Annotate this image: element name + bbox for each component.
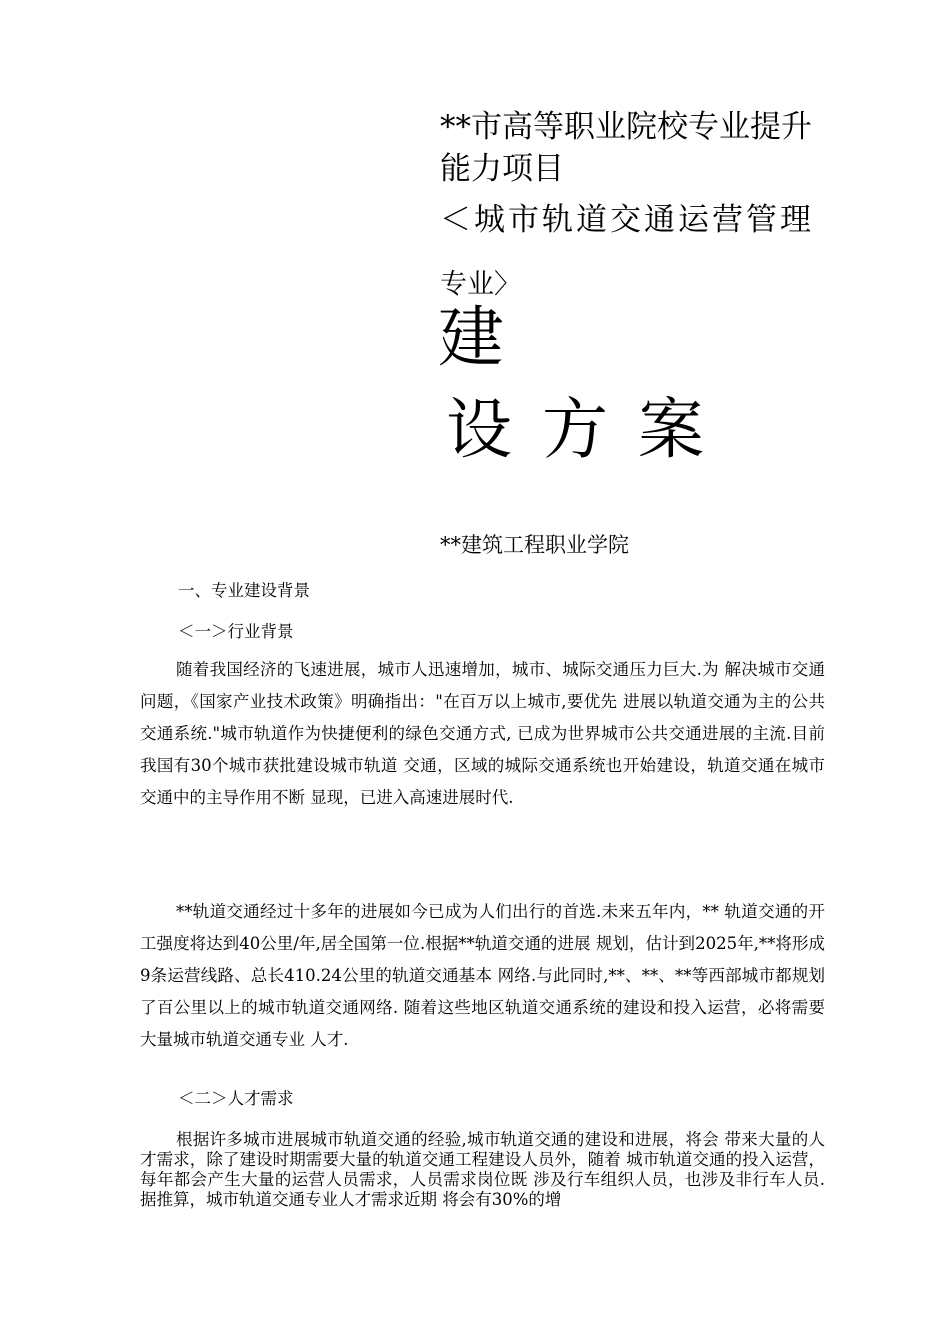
section-heading: 一、专业建设背景 — [178, 581, 310, 600]
school-name: **建筑工程职业学院 — [440, 533, 629, 557]
subsection-heading-talent: ＜二＞人才需求 — [178, 1089, 294, 1108]
subsection-heading-industry: ＜一＞行业背景 — [178, 622, 294, 641]
document-title: **市高等职业院校专业提升能力项目 — [440, 109, 812, 187]
paragraph-talent-demand: 根据许多城市进展城市轨道交通的经验,城市轨道交通的建设和进展，将会 带来大量的人才需求，除了建设时期需要大量的轨道交通工程建设人员外，随着 城市轨道交通的投入运营，每年都会产生大量的运营人员需求，人员需求岗位既 涉及行车组织人员，也涉及非行车人员.据推算，城市轨道交通专业人才需求近期 将会有30%的增 — [140, 1130, 825, 1209]
paragraph-local-development: **轨道交通经过十多年的进展如今已成为人们出行的首选.未来五年内，** 轨道交通的开工强度将达到40公里/年,居全国第一位.根据**轨道交通的进展 规划，估计到2025年,**将形成9条运营线路、总长410.24公里的轨道交通基本 网络.与此同时,**、**、**等西部城市都规划了百公里以上的城市轨道交通网络. 随着这些地区轨道交通系统的建设和投入运营，必将需要大量城市轨道交通专业 人才. — [140, 902, 825, 1049]
title-large-char: 建 — [438, 299, 504, 376]
paragraph-industry-background: 随着我国经济的飞速进展，城市人迅速增加，城市、城际交通压力巨大.为 解决城市交通问题，《国家产业技术政策》明确指出："在百万以上城市,要优先 进展以轨道交通为主的公共交通系统."城市轨道作为快捷便利的绿色交通方式, 已成为世界城市公共交通进展的主流.目前我国有30个城市获批建设城市轨道 交通，区域的城际交通系统也开始建设，轨道交通在城市交通中的主导作用不断 显现，已进入高速进展时代. — [140, 660, 825, 807]
document-subtitle-major-end: 专业〉 — [440, 269, 521, 300]
document-subtitle-major: ＜城市轨道交通运营管理 — [440, 202, 814, 238]
title-large-words: 设方案 — [446, 391, 734, 468]
